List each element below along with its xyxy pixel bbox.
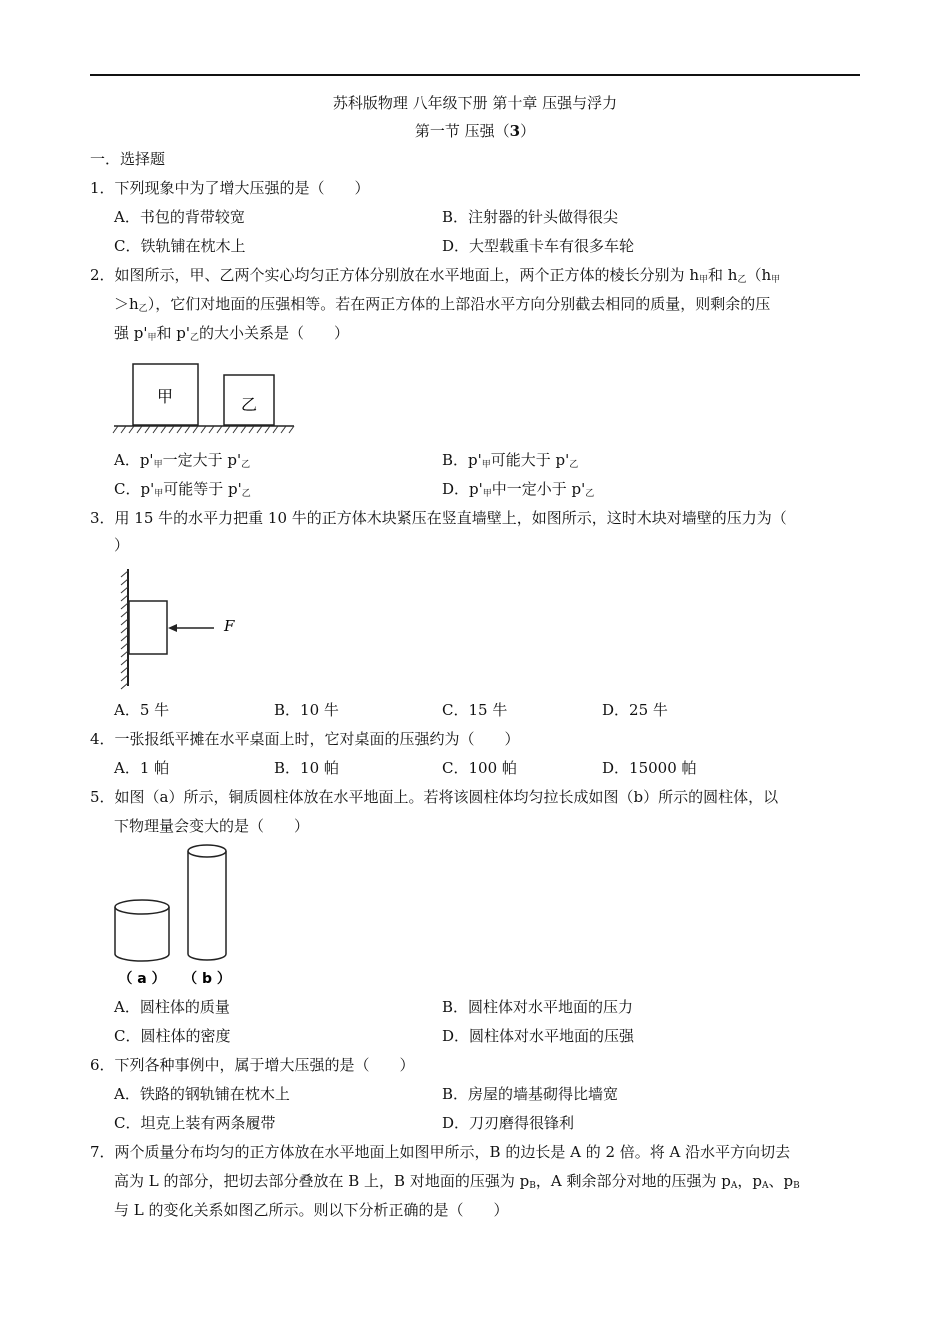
q4-option-c[interactable]: C．100 帕 bbox=[442, 759, 517, 777]
header-rule bbox=[90, 74, 860, 76]
q4-option-d[interactable]: D．15000 帕 bbox=[602, 759, 697, 777]
wall-hatch bbox=[121, 571, 128, 689]
q3-option-a[interactable]: A．5 牛 bbox=[114, 701, 170, 719]
q4-option-a[interactable]: A．1 帕 bbox=[114, 759, 170, 777]
question-7-line-3: 与 L 的变化关系如图乙所示。则以下分析正确的是（ ） bbox=[114, 1201, 509, 1219]
wood-block bbox=[129, 601, 167, 654]
question-2-line-2: $>h_乙$），它们对地面的压强相等。若在两正方体的上部沿水平方向分别截去相同的质量，则剩余的压 bbox=[114, 295, 771, 314]
q2-cubes-figure bbox=[110, 358, 300, 438]
label-yi: 乙 bbox=[240, 395, 258, 414]
q4-option-b[interactable]: B．10 帕 bbox=[274, 759, 339, 777]
question-2-line-3: 强 $p'_甲$和 $p'_乙$的大小关系是（ ） bbox=[114, 324, 350, 343]
question-6-stem: 6．下列各种事例中，属于增大压强的是（ ） bbox=[90, 1056, 415, 1074]
label-a: （ a ） bbox=[118, 971, 166, 987]
q1-option-c[interactable]: C．铁轨铺在枕木上 bbox=[114, 237, 246, 255]
question-2-line-1: 2．如图所示，甲、乙两个实心均匀正方体分别放在水平地面上，两个正方体的棱长分别为 $h_甲$和 $h_乙(h_甲$ bbox=[90, 266, 781, 285]
q2-option-a[interactable]: A．$p'_甲$一定大于 $p'_乙$ bbox=[114, 451, 251, 470]
q1-option-b[interactable]: B．注射器的针头做得很尖 bbox=[442, 208, 619, 226]
q5-option-a[interactable]: A．圆柱体的质量 bbox=[114, 998, 230, 1016]
q3-option-d[interactable]: D．25 牛 bbox=[602, 701, 668, 719]
q6-option-c[interactable]: C．坦克上装有两条履带 bbox=[114, 1114, 276, 1132]
q5-option-d[interactable]: D．圆柱体对水平地面的压强 bbox=[442, 1027, 635, 1045]
page-subtitle: 第一节 压强（3） bbox=[414, 122, 536, 140]
q6-option-b[interactable]: B．房屋的墙基砌得比墙宽 bbox=[442, 1085, 619, 1103]
cylinder-b bbox=[188, 845, 226, 960]
q3-option-c[interactable]: C．15 牛 bbox=[442, 701, 508, 719]
question-3-line-1: 3．用 15 牛的水平力把重 10 牛的正方体木块紧压在竖直墙壁上，如图所示，这时木块对墙壁的压力为（ bbox=[90, 509, 787, 527]
q3-wall-figure bbox=[112, 566, 252, 690]
question-3-line-2: ） bbox=[114, 536, 130, 554]
ground-hatch bbox=[113, 426, 294, 433]
q5-option-b[interactable]: B．圆柱体对水平地面的压力 bbox=[442, 998, 634, 1016]
question-4-stem: 4．一张报纸平摊在水平桌面上时，它对桌面的压强约为（ ） bbox=[90, 730, 520, 748]
q3-option-b[interactable]: B．10 牛 bbox=[274, 701, 339, 719]
q5-option-c[interactable]: C．圆柱体的密度 bbox=[114, 1027, 231, 1045]
q5-cylinders-figure bbox=[106, 840, 246, 992]
section-heading: 一．选择题 bbox=[90, 150, 166, 168]
label-jia: 甲 bbox=[156, 387, 174, 406]
question-1-stem: 1．下列现象中为了增大压强的是（ ） bbox=[90, 179, 370, 197]
question-5-line-2: 下物理量会变大的是（ ） bbox=[114, 817, 310, 835]
label-b: （ b ） bbox=[183, 971, 231, 987]
page-title: 苏科版物理 八年级下册 第十章 压强与浮力 bbox=[332, 94, 618, 112]
q2-option-d[interactable]: D．$p'_甲$中一定小于 $p'_乙$ bbox=[442, 480, 595, 499]
q2-option-b[interactable]: B．$p'_甲$可能大于 $p'_乙$ bbox=[442, 451, 579, 470]
q1-option-a[interactable]: A．书包的背带较宽 bbox=[114, 208, 245, 226]
question-7-line-2: 高为 L 的部分，把切去部分叠放在 B 上，B 对地面的压强为 $p_B$，A 剩余部分对地的压强为 $p_A$，$p_A$、$p_B$ bbox=[114, 1172, 800, 1191]
force-label: F bbox=[224, 617, 235, 635]
q6-option-d[interactable]: D．刀刃磨得很锋利 bbox=[442, 1114, 575, 1132]
question-5-line-1: 5．如图（a）所示，铜质圆柱体放在水平地面上。若将该圆柱体均匀拉长成如图（b）所示的圆柱体，以 bbox=[90, 788, 779, 806]
force-arrowhead bbox=[168, 624, 177, 632]
q1-option-d[interactable]: D．大型载重卡车有很多车轮 bbox=[442, 237, 635, 255]
q6-option-a[interactable]: A．铁路的钢轨铺在枕木上 bbox=[114, 1085, 290, 1103]
q2-option-c[interactable]: C．$p'_甲$可能等于 $p'_乙$ bbox=[114, 480, 251, 499]
cylinder-a bbox=[115, 900, 169, 961]
question-7-line-1: 7．两个质量分布均匀的正方体放在水平地面上如图甲所示，B 的边长是 A 的 2 倍。将 A 沿水平方向切去 bbox=[90, 1143, 791, 1161]
